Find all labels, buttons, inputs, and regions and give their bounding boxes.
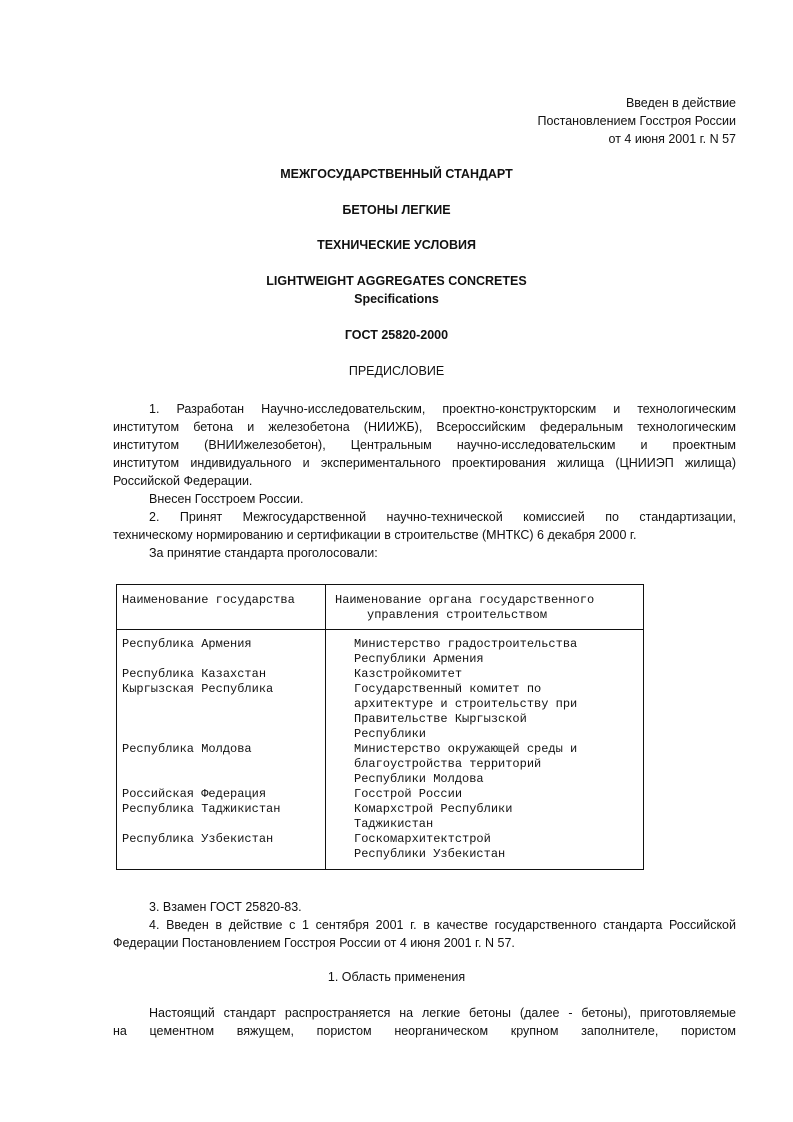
table-row [117,712,643,727]
text-line: 2. Принят Межгосударственной научно-технической комиссией по стандартизации, [149,510,736,524]
table-cell-state [117,817,354,832]
table-cell-state: Республика Молдова [122,742,252,756]
voting-table [116,584,644,870]
text-line: 3. Взамен ГОСТ 25820-83. [149,900,302,914]
table-cell-authority: Казстройкомитет [354,667,463,681]
table-header-divider [117,629,643,630]
table-cell-authority: Республики Армения [354,652,484,666]
table-cell-state: Кыргызская Республика [122,682,274,696]
text-line: Федерации Постановлением Госстроя России от 4 июня 2001 г. N 57. [113,936,515,950]
text-line: Российской Федерации. [113,474,253,488]
text-line: 1. Разработан Научно-исследовательским, проектно-конструкторским и технологическим [149,402,736,416]
intro-line: от 4 июня 2001 г. N 57 [608,132,736,146]
table-cell-state [117,712,354,727]
text-line: институтом индивидуального и экспериментального проектирования жилища (ЦНИИЭП жилища) [113,456,736,470]
table-cell-authority: Госстрой России [354,787,463,801]
text-line: техническому нормированию и сертификации в строительстве (МНТКС) 6 декабря 2000 г. [113,528,637,542]
table-row [117,637,643,652]
table-row [117,787,643,802]
table-row [117,727,643,742]
paragraph-replacement [113,898,736,952]
table-header-authority [335,593,635,623]
table-cell-authority: Государственный комитет по [354,682,542,696]
table-cell-state [117,772,354,787]
table-cell-state [117,847,354,862]
table-cell-authority: Комархстрой Республики [354,802,513,816]
preface-heading: ПРЕДИСЛОВИЕ [348,364,445,378]
text-line: институтом бетона и железобетона (НИИЖБ), Всероссийским федеральным технологическим [113,420,736,434]
table-cell-state [117,697,354,712]
table-row [117,772,643,787]
table-cell-authority: архитектуре и строительству при [354,697,578,711]
table-header-line: управления строительством [367,608,548,622]
table-row [117,847,643,862]
intro-line: Постановлением Госстроя России [537,114,736,128]
table-row [117,832,643,847]
paragraph-scope [113,1004,736,1040]
table-cell-authority: благоустройства территорий [354,757,542,771]
table-body [117,637,643,862]
table-row [117,757,643,772]
table-cell-authority: Республики [354,727,427,741]
table-row [117,652,643,667]
table-cell-state: Республика Узбекистан [122,832,274,846]
table-cell-authority: Республики Молдова [354,772,484,786]
document-title: БЕТОНЫ ЛЕГКИЕ [342,203,451,217]
table-cell-authority: Правительстве Кыргызской [354,712,527,726]
text-line: За принятие стандарта проголосовали: [149,546,378,560]
text-line: Внесен Госстроем России. [149,492,304,506]
table-cell-state [117,652,354,667]
table-cell-authority: Таджикистан [354,817,434,831]
table-row [117,667,643,682]
table-row [117,742,643,757]
intro-line: Введен в действие [625,96,736,110]
table-cell-state: Республика Армения [122,637,252,651]
table-row [117,697,643,712]
table-row [117,817,643,832]
standard-code: ГОСТ 25820-2000 [344,328,449,342]
text-line: институтом (ВНИИжелезобетон), Центральным научно-исследовательским и проектным [113,438,736,452]
table-cell-authority: Министерство окружающей среды и [354,742,578,756]
text-line: на цементном вяжущем, пористом неорганическом крупном заполнителе, пористом [113,1024,736,1038]
document-subtitle-en: Specifications [354,292,439,306]
table-cell-authority: Республики Узбекистан [354,847,506,861]
text-line: Настоящий стандарт распространяется на легкие бетоны (далее - бетоны), приготовляемые [149,1006,736,1020]
table-row [117,682,643,697]
table-cell-state [117,757,354,772]
section-heading: 1. Область применения [327,970,466,984]
table-row [117,802,643,817]
table-cell-authority: Министерство градостроительства [354,637,578,651]
table-cell-authority: Госкомархитектстрой [354,832,491,846]
paragraph-developers [113,400,736,562]
table-cell-state: Республика Таджикистан [122,802,281,816]
standard-heading: МЕЖГОСУДАРСТВЕННЫЙ СТАНДАРТ [280,167,513,181]
document-title-en: LIGHTWEIGHT AGGREGATES CONCRETES [266,274,527,288]
table-cell-state [117,727,354,742]
table-cell-state: Республика Казахстан [122,667,267,681]
table-header-state: Наименование государства [122,593,295,607]
table-cell-state: Российская Федерация [122,787,267,801]
text-line: 4. Введен в действие с 1 сентября 2001 г. в качестве государственного стандарта Российской [149,918,736,932]
intro-block [537,94,736,148]
table-header-line: Наименование органа государственного [335,593,595,607]
document-subtitle: ТЕХНИЧЕСКИЕ УСЛОВИЯ [317,238,476,252]
